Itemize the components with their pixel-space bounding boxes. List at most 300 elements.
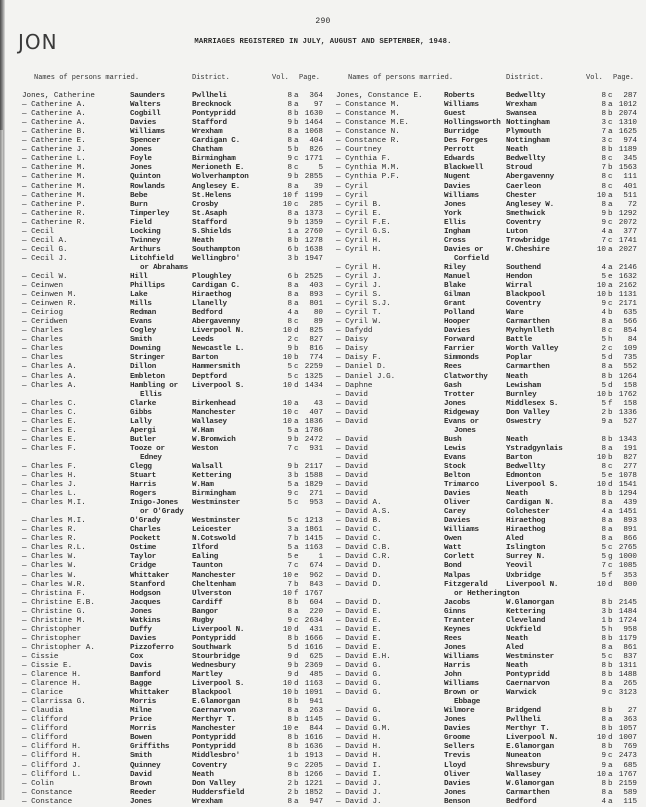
entry-spouse-surname: Davies	[444, 517, 471, 526]
entry-row	[336, 535, 646, 544]
entry-district: Westminster	[506, 652, 554, 661]
entry-row	[336, 771, 646, 780]
entry-volume: 8	[287, 743, 292, 752]
entry-row	[336, 183, 646, 192]
entry-row	[336, 635, 646, 644]
entry-volume: 4	[601, 797, 606, 806]
entry-row	[22, 553, 332, 562]
entry-name: — Charles W.	[22, 571, 77, 580]
entry-spouse-surname: Griffiths	[130, 743, 170, 752]
entry-district: Neath	[506, 435, 528, 444]
entry-page: 1163	[304, 680, 323, 689]
entry-page: 111	[623, 173, 637, 182]
entry-spouse-surname: Timperley	[130, 209, 170, 218]
entry-name	[336, 590, 444, 599]
entry-page: 1541	[618, 481, 637, 490]
entry-volume-part: c	[608, 462, 613, 471]
entry-page: 941	[309, 698, 323, 707]
entry-spouse-surname: Jones	[454, 426, 476, 435]
entry-name: — David G.	[336, 716, 382, 725]
entry-volume: 4	[601, 309, 606, 318]
entry-volume-part: c	[608, 689, 613, 698]
entry-name: — David G.	[336, 680, 382, 689]
entry-spouse-surname: Oliver	[444, 499, 471, 508]
entry-spouse-surname: Walters	[130, 101, 161, 110]
entry-name: — Cyril H.	[336, 263, 382, 272]
entry-page: 404	[309, 137, 323, 146]
entry-spouse-surname: Davies	[444, 327, 471, 336]
entry-district: Coventry	[506, 300, 541, 309]
entry-spouse-surname: Williams	[444, 526, 479, 535]
entry-district: Leeds	[192, 336, 214, 345]
entry-district: W.Bromwich	[192, 435, 236, 444]
entry-volume: 9	[601, 752, 606, 761]
entry-name: — David	[336, 481, 368, 490]
entry-district: Bridgend	[506, 707, 541, 716]
entry-district: Barton	[192, 354, 219, 363]
entry-name: — Clarence H.	[22, 671, 82, 680]
entry-row	[22, 291, 332, 300]
entry-page: 1292	[618, 209, 637, 218]
entry-volume-part: e	[294, 725, 299, 734]
entry-volume-part: a	[294, 417, 299, 426]
entry-name: — Clarrissa G.	[22, 698, 86, 707]
entry-name: — David A.S.	[336, 508, 391, 517]
entry-page: 1264	[618, 372, 637, 381]
entry-name: — David I.	[336, 761, 382, 770]
entry-name: — Constance N.	[336, 128, 400, 137]
entry-name: — David I.	[336, 770, 382, 779]
entry-volume-part: b	[294, 779, 299, 788]
entry-spouse-surname: Guest	[444, 110, 466, 119]
entry-name: — Catherine P.	[22, 200, 86, 209]
entry-row	[22, 183, 332, 192]
entry-spouse-surname: Cross	[444, 236, 466, 245]
entry-volume-part: b	[608, 309, 613, 318]
entry-volume: 9	[287, 462, 292, 471]
entry-volume: 4	[601, 227, 606, 236]
entry-spouse-surname: Morris	[130, 698, 157, 707]
entry-row	[22, 427, 332, 436]
entry-page	[613, 427, 637, 436]
entry-page: 2765	[618, 544, 637, 553]
entry-page: 1163	[304, 544, 323, 553]
entry-spouse-surname: Stuart	[130, 472, 157, 481]
entry-volume: 10	[596, 453, 606, 462]
entry-volume: 10	[596, 191, 606, 200]
entry-name: — Charles F.	[22, 462, 77, 471]
entry-volume: 10	[282, 689, 292, 698]
entry-page: 974	[623, 137, 637, 146]
entry-district: W.Glamorgan	[506, 598, 554, 607]
entry-name: — Charles E.	[22, 417, 77, 426]
entry-name: — Constance M.E.	[336, 119, 409, 128]
entry-row	[336, 472, 646, 481]
entry-row	[22, 246, 332, 255]
entry-volume-part: b	[294, 146, 299, 155]
entry-volume	[586, 698, 608, 707]
entry-volume-part: b	[294, 698, 299, 707]
entry-row	[22, 481, 332, 490]
entry-spouse-surname: Belton	[444, 472, 471, 481]
entry-volume: 7	[601, 128, 606, 137]
entry-page: 1762	[618, 390, 637, 399]
entry-row	[22, 762, 332, 771]
entry-page: 552	[623, 363, 637, 372]
entry-name: — David C.	[336, 526, 382, 535]
entry-spouse-surname: Redman	[130, 309, 157, 318]
entry-row	[22, 463, 332, 472]
entry-district: Birkenhead	[192, 399, 236, 408]
entry-row	[336, 92, 646, 101]
entry-name: — Constance M.	[336, 101, 400, 110]
entry-row	[22, 780, 332, 789]
entry-page: 1836	[304, 417, 323, 426]
entry-volume: 8	[287, 282, 292, 291]
entry-name: — Cecil J.	[22, 254, 68, 263]
entry-row	[22, 472, 332, 481]
entry-volume-part: d	[608, 354, 613, 363]
entry-row	[22, 535, 332, 544]
entry-page: 285	[309, 200, 323, 209]
entry-page	[613, 698, 637, 707]
entry-volume: 7	[601, 562, 606, 571]
entry-spouse-surname: Reeder	[130, 788, 157, 797]
entry-spouse-surname: Phillips	[130, 282, 165, 291]
entry-volume-part: c	[294, 761, 299, 770]
entry-spouse-surname: Williams	[130, 128, 165, 137]
entry-page: 931	[309, 444, 323, 453]
entry-spouse-surname: or O'Grady	[140, 508, 184, 517]
entry-volume: 5	[601, 544, 606, 553]
entry-page: 893	[623, 517, 637, 526]
entry-name: — Christina F.	[22, 589, 86, 598]
entry-district: Bedwellty	[506, 92, 546, 101]
entry-page: 265	[623, 680, 637, 689]
entry-name: — Christine M.	[22, 616, 86, 625]
entry-row	[22, 608, 332, 617]
entry-page: 1829	[304, 481, 323, 490]
entry-district: Huddersfield	[192, 788, 245, 797]
entry-district: Manchester	[192, 408, 236, 417]
entry-page: 1434	[304, 381, 323, 390]
entry-district: Bangor	[192, 607, 219, 616]
entry-district: Coventry	[506, 218, 541, 227]
left-column	[22, 74, 332, 807]
entry-spouse-surname: Gash	[444, 381, 462, 390]
entry-volume: 8	[601, 92, 606, 101]
entry-volume-part: h	[608, 625, 613, 634]
entry-district: Wolverhampton	[192, 173, 249, 182]
entry-volume: 3	[601, 607, 606, 616]
entry-volume: 8	[601, 680, 606, 689]
entry-name: — Charles M.I.	[22, 499, 86, 508]
entry-spouse-surname: Hooper	[444, 318, 471, 327]
entry-volume-part: c	[294, 155, 299, 164]
entry-name: — Cynthia F.	[336, 155, 391, 164]
left-entries	[22, 92, 332, 807]
entry-row	[22, 309, 332, 318]
entry-spouse-surname: Jacques	[130, 598, 161, 607]
entry-volume-part: c	[608, 155, 613, 164]
entry-name: — Clifford	[22, 725, 68, 734]
entry-district: N.Cotswold	[192, 535, 236, 544]
entry-name: — Cynthia M.M.	[336, 164, 400, 173]
entry-district: Chatham	[192, 146, 223, 155]
entry-volume: 8	[287, 236, 292, 245]
entry-volume: 8	[287, 300, 292, 309]
entry-volume-part: e	[294, 571, 299, 580]
entry-volume-part: c	[608, 327, 613, 336]
entry-row	[22, 354, 332, 363]
entry-spouse-surname: Locking	[130, 227, 161, 236]
entry-district: Carmarthen	[506, 363, 550, 372]
entry-row	[336, 345, 646, 354]
entry-district: Abergavenny	[506, 173, 554, 182]
entry-row	[22, 743, 332, 752]
entry-district: Warwick	[506, 689, 537, 698]
entry-name: — Christopher A.	[22, 643, 95, 652]
entry-page: 1771	[304, 155, 323, 164]
entry-volume: 10	[282, 191, 292, 200]
entry-district: Caerleon	[506, 182, 541, 191]
entry-name: Jones, Constance E.	[336, 92, 423, 101]
entry-district: Bedwellty	[506, 155, 546, 164]
entry-name: — David B.	[336, 517, 382, 526]
entry-name: — David E.	[336, 616, 382, 625]
entry-page: 1632	[618, 272, 637, 281]
entry-continuation	[22, 454, 332, 463]
entry-row	[336, 318, 646, 327]
entry-name: — Constance M.	[336, 110, 400, 119]
entry-volume: 8	[601, 535, 606, 544]
entry-volume: 10	[282, 589, 292, 598]
entry-volume-part: b	[294, 354, 299, 363]
entry-spouse-surname: Riley	[444, 263, 466, 272]
entry-row	[336, 119, 646, 128]
entry-name: — David J.	[336, 788, 382, 797]
entry-page: 1563	[618, 164, 637, 173]
entry-row	[336, 572, 646, 581]
entry-page: 866	[623, 535, 637, 544]
entry-volume-part: a	[294, 182, 299, 191]
entry-district: Plymouth	[506, 128, 541, 137]
entry-page: 735	[623, 354, 637, 363]
entry-district: Pwllheli	[192, 92, 227, 101]
page-number: 290	[315, 17, 331, 26]
entry-spouse-surname: Davies or	[444, 245, 484, 254]
entry-district: Ware	[506, 309, 524, 318]
entry-district: Middlesbro'	[192, 752, 240, 761]
entry-district: Smethwick	[506, 209, 546, 218]
entry-page: 377	[623, 227, 637, 236]
entry-spouse-surname: Clarke	[130, 399, 157, 408]
entry-volume: 8	[287, 101, 292, 110]
entry-district: Wellingbro'	[192, 254, 240, 263]
entry-page: 891	[623, 526, 637, 535]
entry-volume-part: b	[608, 291, 613, 300]
entry-spouse-surname: Bush	[444, 435, 462, 444]
entry-name: Jones, Catherine	[22, 92, 95, 101]
entry-volume: 8	[601, 662, 606, 670]
page-binding-shadow	[0, 130, 3, 800]
entry-spouse-surname: Price	[130, 716, 152, 725]
entry-page: 5	[318, 164, 323, 173]
entry-page: 2473	[618, 752, 637, 761]
entry-volume: 8	[287, 797, 292, 806]
entry-volume-part: c	[608, 752, 613, 761]
entry-district: Ystradgynlais	[506, 444, 563, 453]
entry-page: 2472	[304, 435, 323, 444]
entry-spouse-surname: John	[444, 671, 462, 680]
entry-name: — Cyril H.	[336, 236, 382, 245]
entry-spouse-surname: Embleton	[130, 372, 165, 381]
entry-district	[506, 590, 586, 599]
entry-district: Ealing	[192, 553, 219, 562]
entry-page: 511	[623, 191, 637, 200]
entry-spouse-surname: Ostime	[130, 544, 157, 553]
entry-row	[22, 128, 332, 137]
entry-name: — Charles A.	[22, 381, 77, 390]
entry-spouse-surname: Jones	[444, 788, 466, 797]
entry-spouse-surname: Ginns	[444, 607, 466, 616]
entry-row	[22, 336, 332, 345]
entry-volume: 2	[601, 408, 606, 417]
entry-volume-part: a	[608, 200, 613, 209]
entry-name: — David E.	[336, 625, 382, 634]
entry-row	[336, 391, 646, 400]
entry-row	[22, 273, 332, 282]
entry-district: Shrewsbury	[506, 761, 550, 770]
entry-volume: 8	[601, 490, 606, 499]
entry-spouse-surname: Jones	[130, 797, 152, 806]
entry-page: 953	[309, 499, 323, 508]
entry-volume-part: c	[294, 318, 299, 327]
entry-volume-part: a	[608, 444, 613, 453]
entry-spouse-surname: Nugent	[444, 173, 471, 182]
entry-name: — Clifford	[22, 716, 68, 725]
entry-name: — Charles H.	[22, 472, 77, 481]
entry-district: Wallasey	[506, 770, 541, 779]
entry-page: 1131	[618, 291, 637, 300]
entry-page: 527	[623, 417, 637, 426]
entry-volume: 5	[601, 336, 606, 345]
entry-row	[22, 562, 332, 571]
entry-district: Don Valley	[192, 779, 236, 788]
entry-volume-part: c	[608, 562, 613, 571]
entry-spouse-surname: Downing	[130, 345, 161, 354]
entry-page: 1913	[304, 752, 323, 761]
entry-volume: 7	[287, 580, 292, 589]
entry-row	[22, 382, 332, 391]
entry-page: 3123	[618, 689, 637, 698]
entry-spouse-surname: Blake	[444, 282, 466, 291]
entry-page: 1947	[304, 254, 323, 263]
entry-row	[22, 92, 332, 101]
entry-row	[336, 508, 646, 517]
entry-volume: 7	[287, 535, 292, 544]
entry-page: 589	[623, 788, 637, 797]
entry-row	[22, 734, 332, 743]
entry-volume: 5	[287, 553, 292, 562]
entry-district: Kettering	[506, 607, 546, 616]
entry-continuation	[22, 508, 332, 517]
entry-page: 2369	[304, 662, 323, 670]
entry-district: Brecknock	[192, 101, 232, 110]
entry-page: 1000	[618, 553, 637, 562]
entry-district: Birmingham	[192, 155, 236, 164]
entry-volume: 5	[601, 472, 606, 481]
entry-row	[22, 499, 332, 508]
entry-page: 800	[623, 580, 637, 589]
entry-district: Wrexham	[192, 797, 223, 806]
entry-row	[22, 101, 332, 110]
entry-volume: 8	[601, 462, 606, 471]
entry-district: Pontypridd	[192, 110, 236, 119]
entry-name: — Christine E.B.	[22, 598, 95, 607]
entry-name: — David H.	[336, 734, 382, 743]
entry-page: 962	[309, 571, 323, 580]
entry-name: — Cyril G.S.	[336, 227, 391, 236]
entry-name: — Christopher	[22, 625, 82, 634]
entry-page: 39	[313, 182, 323, 191]
entry-name: — David E.	[336, 643, 382, 652]
entry-spouse-surname: O'Grady	[130, 517, 161, 526]
entry-volume: 10	[282, 417, 292, 426]
entry-row	[336, 445, 646, 454]
entry-page: 1488	[618, 671, 637, 680]
entry-volume: 9	[287, 652, 292, 661]
entry-row	[336, 789, 646, 798]
entry-page: 1057	[618, 725, 637, 734]
entry-page: 401	[623, 182, 637, 191]
entry-row	[22, 164, 332, 173]
entry-row	[336, 400, 646, 409]
entry-volume: 9	[287, 662, 292, 670]
entry-row	[336, 291, 646, 300]
entry-page: 674	[309, 562, 323, 571]
entry-volume-part: a	[294, 137, 299, 146]
entry-row	[336, 219, 646, 228]
entry-row	[22, 526, 332, 535]
entry-volume-part: c	[294, 562, 299, 571]
entry-name: — Charles W.	[22, 553, 77, 562]
entry-spouse-surname: Bamford	[130, 671, 161, 680]
entry-volume-part: a	[608, 680, 613, 689]
entry-volume-part: b	[608, 408, 613, 417]
entry-page: 2205	[304, 761, 323, 770]
entry-spouse-surname: Malpas	[444, 571, 471, 580]
entry-volume: 10	[282, 381, 292, 390]
entry-name: — Charles A.	[22, 372, 77, 381]
entry-row	[336, 246, 646, 255]
entry-page: 635	[623, 309, 637, 318]
entry-row	[22, 716, 332, 725]
entry-row	[336, 173, 646, 182]
entry-volume	[272, 264, 294, 273]
entry-volume-part: f	[294, 191, 299, 200]
entry-name: — Cyril S.	[336, 291, 382, 300]
entry-page: 769	[623, 743, 637, 752]
entry-spouse-surname: Pizzoferro	[130, 643, 174, 652]
entry-volume: 7	[287, 444, 292, 453]
entry-volume-part: b	[608, 598, 613, 607]
entry-page: 1588	[304, 472, 323, 481]
entry-volume: 5	[601, 571, 606, 580]
entry-row	[336, 780, 646, 789]
entry-page: 1616	[304, 643, 323, 652]
entry-name: — Catherine E.	[22, 137, 86, 146]
